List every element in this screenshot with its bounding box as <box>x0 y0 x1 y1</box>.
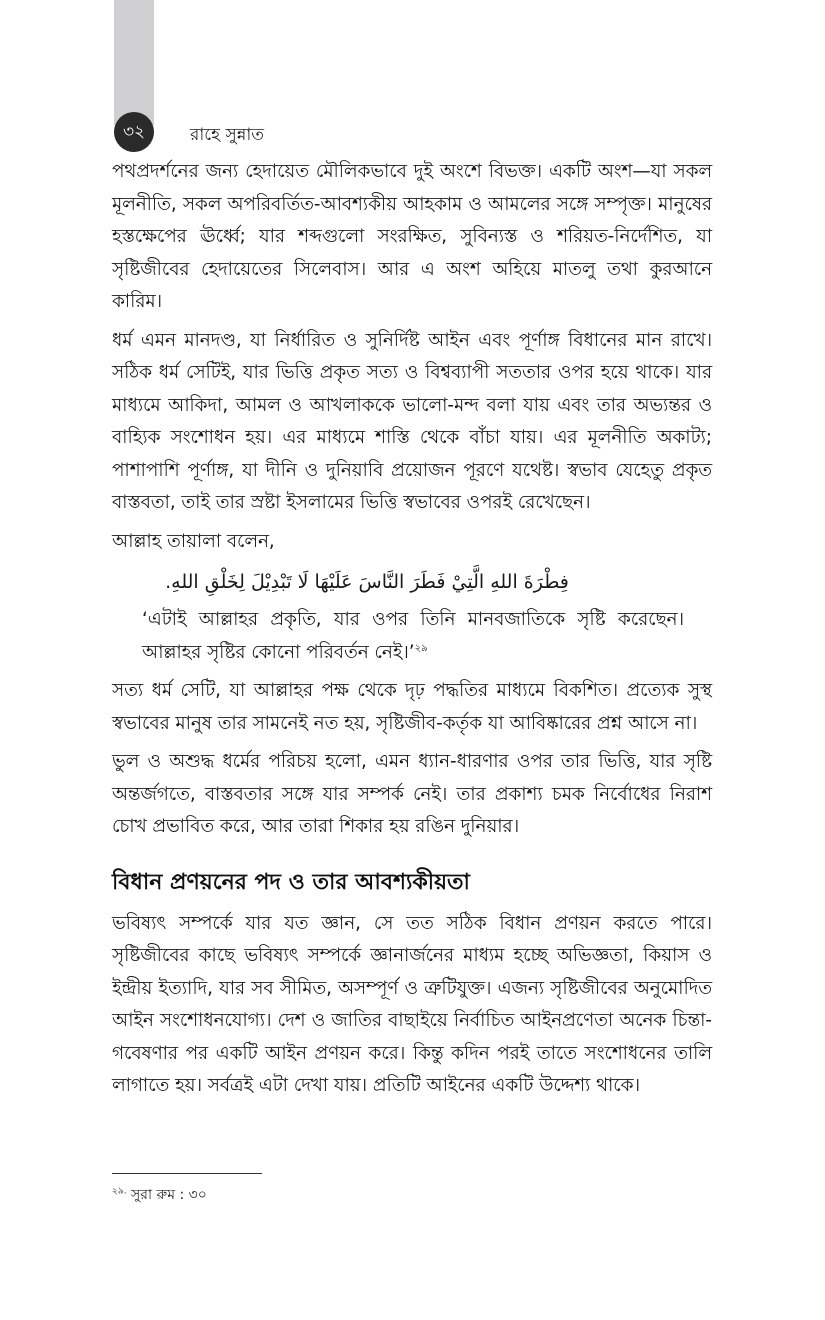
running-title: রাহে সুন্নাত <box>190 125 265 145</box>
footnote-marker: ২৯. <box>112 1186 127 1197</box>
quote-text: ‘এটাই আল্লাহর প্রকৃতি, যার ওপর তিনি মানবজাতিকে সৃষ্টি করেছেন। আল্লাহর সৃষ্টির কোনো পরিবর্তন নেই।’ <box>142 609 684 663</box>
section-heading: বিধান প্রণয়নের পদ ও তার আবশ্যকীয়তা <box>112 869 470 895</box>
verse-translation <box>112 604 712 669</box>
paragraph-1: পথপ্রদর্শনের জন্য হেদায়েত মৌলিকভাবে দুই অংশে বিভক্ত। একটি অংশ—যা সকল মূলনীতি, সকল অপরিবর্তিত-আবশ্যকীয় আহকাম ও আমলের সঙ্গে সম্পৃক্ত। মানুষের হস্তক্ষেপের ঊর্ধ্বে; যার শব্দগুলো সংরক্ষিত, সুবিন্যস্ত ও শরিয়ত-নির্দেশিত, যা সৃষ্টিজীবের হেদায়েতের সিলেবাস। আর এ অংশ অহিয়ে মাতলু তথা কুরআনে কারিম। <box>112 161 712 312</box>
footnote-divider <box>112 1173 262 1174</box>
paragraph-6: ভবিষ্যৎ সম্পর্কে যার যত জ্ঞান, সে তত সঠিক বিধান প্রণয়ন করতে পারে। সৃষ্টিজীবের কাছে ভবিষ্যৎ সম্পর্কে জ্ঞানার্জনের মাধ্যম হচ্ছে অভিজ্ঞতা, কিয়াস ও ইন্দ্রীয় ইত্যাদি, যার সব সীমিত, অসম্পূর্ণ ও ত্রুটিযুক্ত। এজন্য সৃষ্টিজীবের অনুমোদিত আইন সংশোধনযোগ্য। দেশ ও জাতির বাছাইয়ে নির্বাচিত আইনপ্রণেতা অনেক চিন্তা-গবেষণার পর একটি আইন প্রণয়ন করে। কিন্তু কদিন পরই তাতে সংশোধনের তালি লাগাতে হয়। সর্বত্রই এটা দেখা যায়। প্রতিটি আইনের একটি উদ্দেশ্য থাকে। <box>112 912 712 1096</box>
footnote-reference: ২৯ <box>414 642 428 654</box>
footnote-text: সুরা রুম : ৩০ <box>131 1187 207 1203</box>
page-tab-marker <box>114 0 154 125</box>
footnote <box>112 1183 207 1207</box>
page-body <box>112 156 712 1109</box>
arabic-verse: فِطْرَةَ اللهِ الَّتِيْ فَطَرَ النَّاسَ عَلَيْهَا لَا تَبْدِيْلَ لِخَلْقِ اللهِ. <box>165 571 569 593</box>
paragraph-5: ভুল ও অশুদ্ধ ধর্মের পরিচয় হলো, এমন ধ্যান-ধারণার ওপর তার ভিত্তি, যার সৃষ্টি অন্তর্জগতে, বাস্তবতার সঙ্গে যার সম্পর্ক নেই। তার প্রকাশ্য চমক নির্বোধের নিরাশ চোখ প্রভাবিত করে, আর তারা শিকার হয় রঙিন দুনিয়ার। <box>112 751 712 837</box>
paragraph-4: সত্য ধর্ম সেটি, যা আল্লাহর পক্ষ থেকে দৃঢ় পদ্ধতির মাধ্যমে বিকশিত। প্রত্যেক সুস্থ স্বভাবের মানুষ তার সামনেই নত হয়, সৃষ্টিজীব-কর্তৃক যা আবিষ্কারের প্রশ্ন আসে না। <box>112 680 712 734</box>
page-number-badge: ৩২ <box>114 112 154 152</box>
paragraph-2: ধর্ম এমন মানদণ্ড, যা নির্ধারিত ও সুনির্দিষ্ট আইন এবং পূর্ণাঙ্গ বিধানের মান রাখে। সঠিক ধর্ম সেটিই, যার ভিত্তি প্রকৃত সত্য ও বিশ্বব্যাপী সততার ওপর হয়ে থাকে। যার মাধ্যমে আকিদা, আমল ও আখলাককে ভালো-মন্দ বলা যায় এবং তার অভ্যন্তর ও বাহ্যিক সংশোধন হয়। এর মাধ্যমে শাস্তি থেকে বাঁচা যায়। এর মূলনীতি অকাট্য; পাশাপাশি পূর্ণাঙ্গ, যা দীনি ও দুনিয়াবি প্রয়োজন পূরণে যথেষ্ট। স্বভাব যেহেতু প্রকৃত বাস্তবতা, তাই তার স্রষ্টা ইসলামের ভিত্তি স্বভাবের ওপরই রেখেছেন। <box>112 329 712 513</box>
paragraph-3: আল্লাহ তায়ালা বলেন, <box>112 530 275 552</box>
